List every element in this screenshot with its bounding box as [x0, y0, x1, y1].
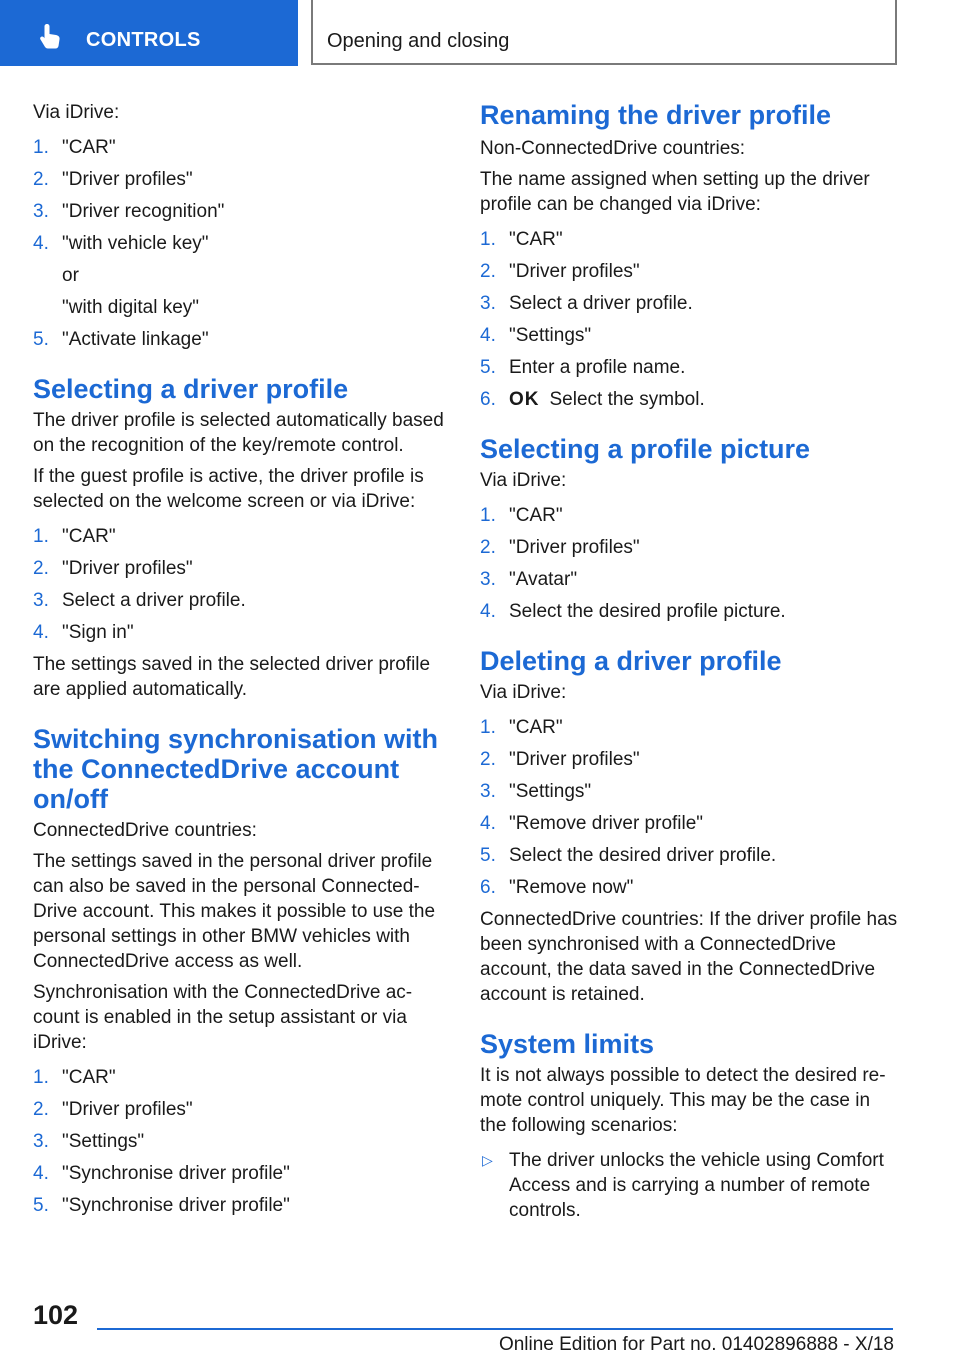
- step-text: "CAR": [509, 717, 563, 738]
- section-heading: Deleting a driver profile: [480, 646, 782, 676]
- step-text: "Driver recognition": [62, 201, 225, 222]
- step-text: "CAR": [62, 526, 116, 547]
- page-number: 102: [33, 1300, 79, 1330]
- step-number: 4.: [33, 622, 49, 643]
- step-text: "Settings": [509, 781, 592, 802]
- list-item: [480, 1148, 900, 1223]
- step-number: 2.: [480, 261, 496, 282]
- list-item: [33, 327, 448, 352]
- left-column: [33, 100, 448, 1225]
- step-text: "Driver profiles": [62, 169, 193, 190]
- step-text: "CAR": [62, 1067, 116, 1088]
- list-item: [480, 779, 900, 804]
- section-heading: Renaming the driver profile: [480, 100, 832, 130]
- step-number: 4.: [480, 813, 496, 834]
- list-item: [33, 167, 448, 192]
- list-item: [480, 535, 900, 560]
- bullet-list: [480, 1148, 900, 1223]
- step-text: "Driver profiles": [509, 261, 640, 282]
- step-number: 4.: [33, 233, 49, 254]
- step-alt: "with digital key": [62, 297, 200, 318]
- list-item: [480, 811, 900, 836]
- section-heading: Switching synchronisation with the ConnectedDrive account on/off: [33, 724, 439, 814]
- list-item: [33, 135, 448, 160]
- step-number: 1.: [33, 526, 49, 547]
- paragraph: Via iDrive:: [33, 102, 120, 123]
- step-text: "Activate linkage": [62, 329, 209, 350]
- step-number: 2.: [480, 749, 496, 770]
- list-item: [480, 567, 900, 592]
- bullet-text: The driver unlocks the vehicle using Comfort Access and is carrying a number of remote controls.: [509, 1150, 884, 1221]
- triangle-bullet-icon: ▷: [482, 1152, 493, 1168]
- step-text: "CAR": [509, 505, 563, 526]
- step-number: 5.: [480, 845, 496, 866]
- paragraph: Via iDrive:: [480, 682, 567, 703]
- step-text: Select the symbol.: [549, 389, 705, 410]
- section-tab-label: CONTROLS: [86, 29, 201, 51]
- step-text: "Avatar": [509, 569, 578, 590]
- step-number: 4.: [480, 325, 496, 346]
- paragraph: ConnectedDrive countries: If the driver profile has been synchronised with a ConnectedDrive account, the data saved in the ConnectedDrive account is retained.: [480, 909, 898, 1005]
- list-item: [33, 524, 448, 549]
- step-number: 3.: [480, 569, 496, 590]
- step-text: Enter a profile name.: [509, 357, 686, 378]
- list-item: [33, 1161, 448, 1186]
- step-text: Select the desired profile picture.: [509, 601, 786, 622]
- step-text: "Driver profiles": [509, 537, 640, 558]
- step-list: [33, 524, 448, 645]
- list-item: [480, 291, 900, 316]
- step-text: "CAR": [62, 137, 116, 158]
- step-number: 3.: [33, 1131, 49, 1152]
- section-heading: System limits: [480, 1029, 655, 1059]
- step-or: or: [62, 265, 79, 286]
- list-item: [33, 588, 448, 613]
- step-text: "Driver profiles": [62, 558, 193, 579]
- list-item: [480, 747, 900, 772]
- right-column: [480, 100, 900, 1230]
- step-number: 1.: [33, 1067, 49, 1088]
- step-number: 2.: [33, 1099, 49, 1120]
- step-list: [33, 135, 448, 352]
- step-text: Select a driver profile.: [509, 293, 693, 314]
- step-number: 5.: [480, 357, 496, 378]
- paragraph: If the guest profile is active, the driver profile is selected on the welcome screen or via iDrive:: [33, 466, 424, 512]
- page-header: [0, 0, 960, 66]
- list-item: [33, 1065, 448, 1090]
- paragraph: The name assigned when setting up the driver profile can be changed via iDrive:: [480, 169, 870, 215]
- step-list: [33, 1065, 448, 1218]
- list-item: [33, 1097, 448, 1122]
- paragraph: It is not always possible to detect the desired re-mote control uniquely. This may be the case in the following scenarios:: [480, 1065, 886, 1136]
- list-item: [480, 227, 900, 252]
- step-text: "Remove now": [509, 877, 634, 898]
- step-text: "Synchronise driver profile": [62, 1195, 290, 1216]
- list-item: [33, 1129, 448, 1154]
- step-text: Select a driver profile.: [62, 590, 246, 611]
- step-number: 4.: [480, 601, 496, 622]
- step-number: 6.: [480, 389, 496, 410]
- step-list: [480, 503, 900, 624]
- step-text: Select the desired driver profile.: [509, 845, 777, 866]
- step-number: 6.: [480, 877, 496, 898]
- step-number: 1.: [480, 505, 496, 526]
- list-item: [480, 387, 900, 412]
- list-item: [480, 843, 900, 868]
- step-text: "Remove driver profile": [509, 813, 704, 834]
- paragraph: The driver profile is selected automatically based on the recognition of the key/remote control.: [33, 410, 444, 456]
- list-item: [33, 556, 448, 581]
- list-item: [480, 875, 900, 900]
- list-item: [33, 1193, 448, 1218]
- step-text: "CAR": [509, 229, 563, 250]
- section-heading: Selecting a driver profile: [33, 374, 349, 404]
- list-item: [480, 503, 900, 528]
- paragraph: Non-ConnectedDrive countries:: [480, 138, 746, 159]
- section-heading: Selecting a profile picture: [480, 434, 811, 464]
- list-item: [33, 199, 448, 224]
- paragraph: The settings saved in the selected driver profile are applied automatically.: [33, 654, 431, 700]
- step-list: [480, 715, 900, 900]
- step-text: "Sign in": [62, 622, 134, 643]
- list-item: [33, 620, 448, 645]
- step-text: "Driver profiles": [62, 1099, 193, 1120]
- list-item: [480, 599, 900, 624]
- step-text: "Driver profiles": [509, 749, 640, 770]
- step-number: 3.: [480, 781, 496, 802]
- chapter-title-box: [311, 0, 897, 65]
- step-number: 2.: [480, 537, 496, 558]
- step-number: 2.: [33, 169, 49, 190]
- hand-pointer-icon: [36, 22, 64, 50]
- step-list: [480, 227, 900, 412]
- list-item: [480, 355, 900, 380]
- paragraph: Synchronisation with the ConnectedDrive ac-count is enabled in the setup assistant or via iDrive:: [33, 982, 413, 1053]
- paragraph: The settings saved in the personal driver profile can also be saved in the personal Connected-Drive account. This makes it possible to use the personal settings in other BMW vehicles with ConnectedDrive access as well.: [33, 851, 436, 972]
- step-text: "Synchronise driver profile": [62, 1163, 290, 1184]
- step-number: 3.: [33, 590, 49, 611]
- paragraph: ConnectedDrive countries:: [33, 820, 257, 841]
- section-tab-controls: [0, 0, 298, 66]
- step-text: "Settings": [509, 325, 592, 346]
- step-number: 1.: [480, 717, 496, 738]
- list-item: [480, 259, 900, 284]
- step-number: 3.: [33, 201, 49, 222]
- step-number: 1.: [480, 229, 496, 250]
- chapter-title: Opening and closing: [327, 30, 510, 52]
- step-number: 5.: [33, 329, 49, 350]
- step-number: 1.: [33, 137, 49, 158]
- step-text: "Settings": [62, 1131, 145, 1152]
- step-number: 2.: [33, 558, 49, 579]
- ok-symbol-icon: OK: [509, 389, 540, 410]
- edition-note: Online Edition for Part no. 01402896888 - X/18: [498, 1334, 894, 1355]
- step-number: 3.: [480, 293, 496, 314]
- step-number: 4.: [33, 1163, 49, 1184]
- step-number: 5.: [33, 1195, 49, 1216]
- paragraph: Via iDrive:: [480, 470, 567, 491]
- footer-divider: [97, 1328, 893, 1330]
- step-text: "with vehicle key": [62, 233, 209, 254]
- list-item: [480, 323, 900, 348]
- list-item: [33, 231, 448, 320]
- list-item: [480, 715, 900, 740]
